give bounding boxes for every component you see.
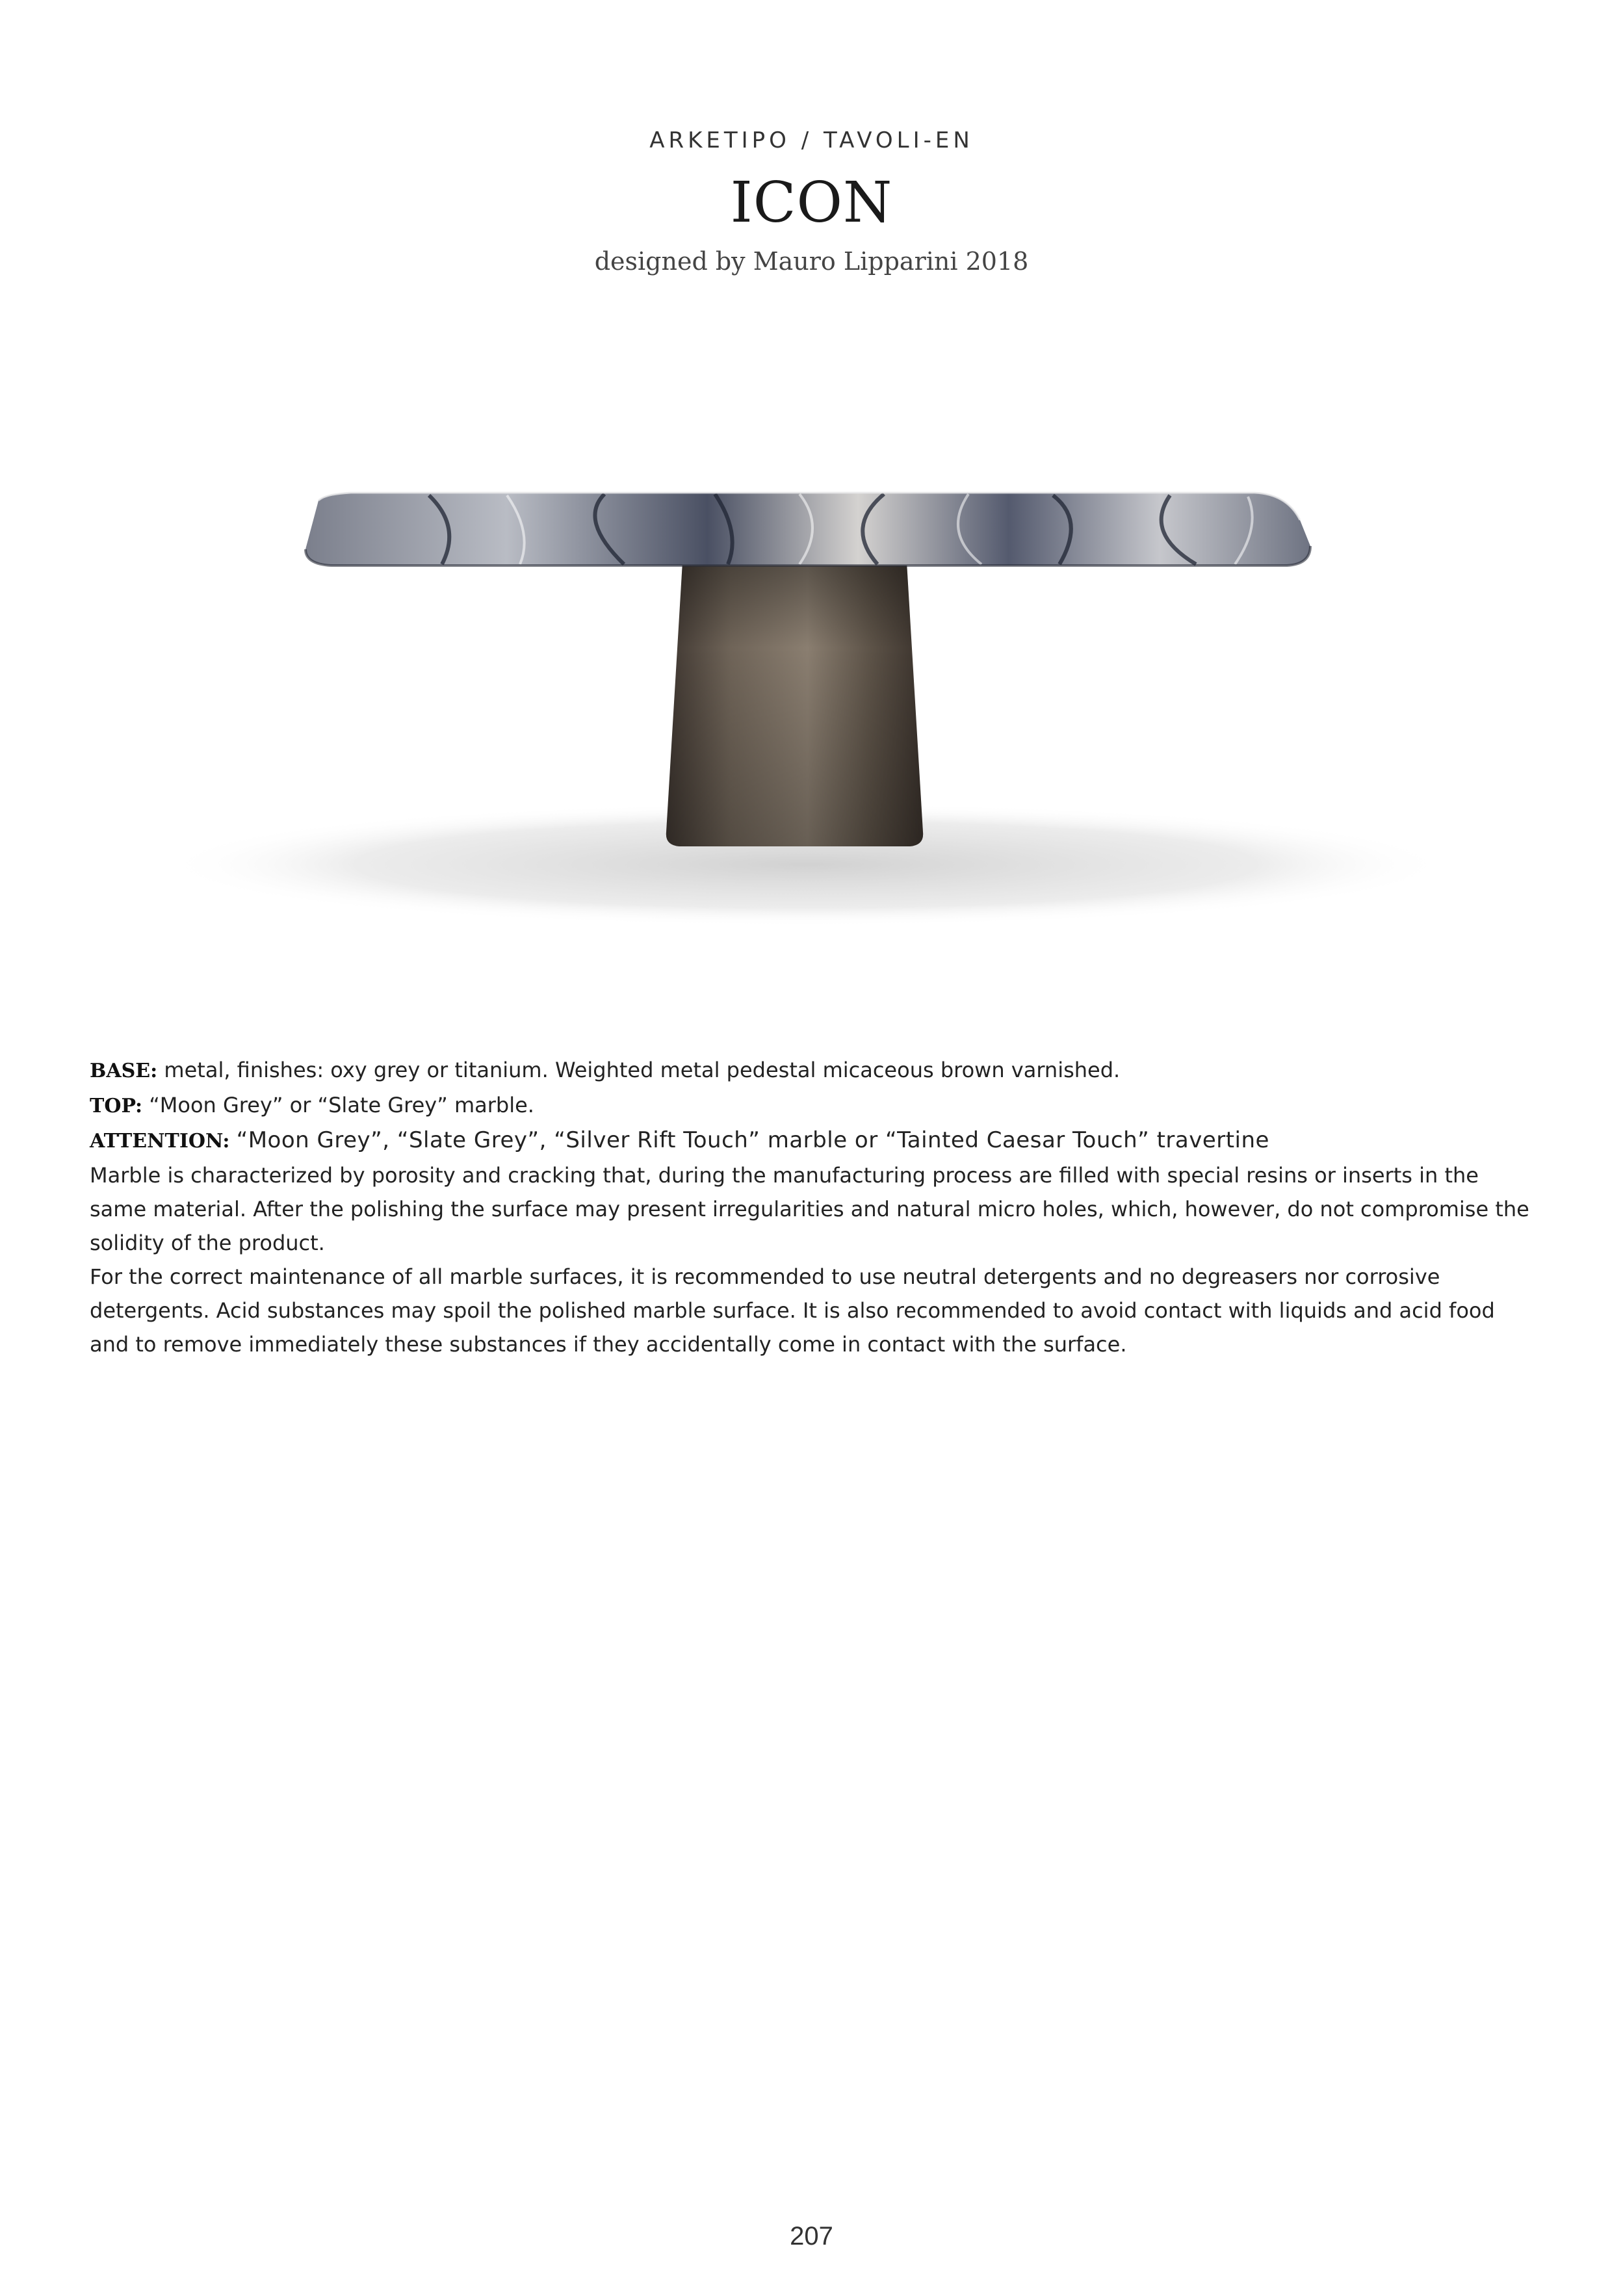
breadcrumb: ARKETIPO / TAVOLI-EN (649, 127, 974, 153)
spec-attention (90, 1123, 1533, 1158)
maintenance-note: For the correct maintenance of all marble surfaces, it is recommended to use neutral detergents and no degreasers nor corrosive detergents. Acid substances may spoil the polished marble surface. It is also recommended to avoid contact with liquids and acid food and to remove immediately these substances if they accidentally come in contact with the surface. (90, 1264, 1495, 1357)
top-value: “Moon Grey” or “Slate Grey” marble. (149, 1093, 534, 1117)
designer-line: designed by Mauro Lipparini 2018 (594, 247, 1029, 276)
spec-base (90, 1053, 1533, 1088)
attention-value: “Moon Grey”, “Slate Grey”, “Silver Rift Touch” marble or “Tainted Caesar Touch” travertine (236, 1127, 1269, 1153)
marble-tabletop (305, 493, 1310, 566)
top-label: TOP: (90, 1095, 143, 1117)
specifications (90, 1053, 1533, 1361)
page-number: 207 (790, 2222, 833, 2250)
base-value: metal, finishes: oxy grey or titanium. Weighted metal pedestal micaceous brown varnished. (164, 1058, 1121, 1082)
table-product-image (156, 455, 1456, 936)
attention-label: ATTENTION: (90, 1130, 230, 1153)
marble-note: Marble is characterized by porosity and cracking that, during the manufacturing process are filled with special resins or inserts in the same material. After the polishing the surface may present irregularities and natural micro holes, which, however, do not compromise the solidity of the product. (90, 1163, 1529, 1255)
spec-top (90, 1088, 1533, 1123)
base-label: BASE: (90, 1060, 158, 1082)
page-title: ICON (730, 170, 893, 235)
